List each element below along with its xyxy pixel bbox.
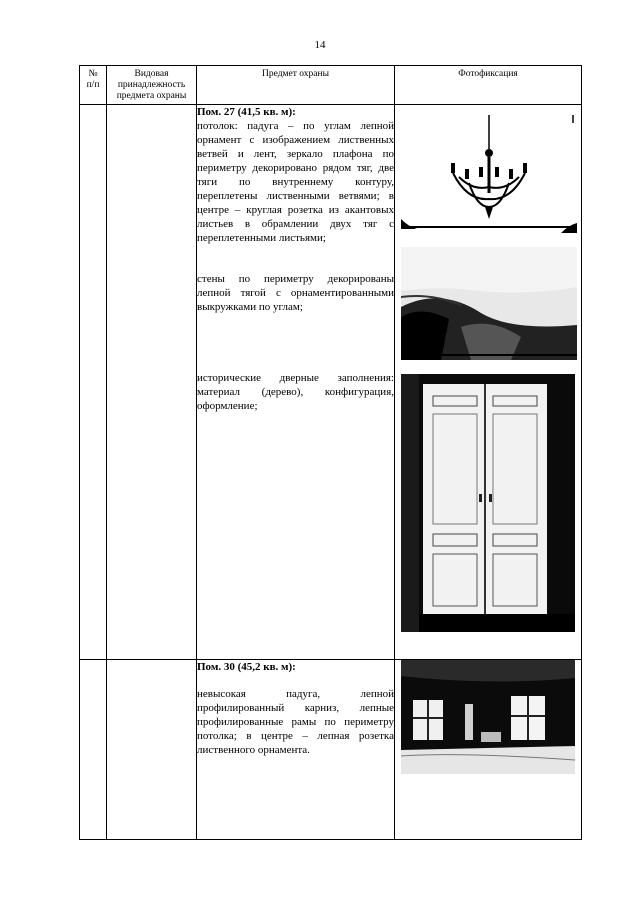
cell-photos [395, 660, 582, 840]
cell-type [107, 660, 197, 840]
historic-doors-photo [401, 374, 575, 632]
chandelier-photo [401, 115, 577, 237]
cell-subject [197, 105, 395, 660]
room-interior-photo [401, 660, 575, 774]
ceiling-detail-photo [401, 247, 577, 360]
walls-description: стены по периметру декорированы лепной тягой с орнаментированными выкружками по углам; [197, 273, 394, 313]
table-header-row [80, 66, 582, 105]
room-title: Пом. 30 (45,2 кв. м): [197, 661, 296, 673]
cell-photos [395, 105, 582, 660]
page-number: 14 [314, 39, 326, 51]
header-subject: Предмет охраны [197, 66, 395, 105]
room-title: Пом. 27 (41,5 кв. м): [197, 106, 296, 118]
cell-number [80, 105, 107, 660]
table-row [80, 660, 582, 840]
header-type: Видовая принадлежность предмета охраны [107, 66, 197, 105]
header-photo: Фотофиксация [395, 66, 582, 105]
cell-type [107, 105, 197, 660]
cell-subject [197, 660, 395, 840]
table-row [80, 105, 582, 660]
heritage-table [79, 65, 582, 840]
ceiling-description: потолок: падуга – по углам лепной орнамент с изображением лиственных ветвей и лент, зеркало плафона по периметру декорировано рядом тяг, две тяги по внутреннему контуру, переплетены лиственными ветвями; в центре – круглая розетка из акантовых листьев в обрамлении двух тяг с переплетенными листьями; [197, 120, 394, 244]
cell-number [80, 660, 107, 840]
doors-description: исторические дверные заполнения: материал (дерево), конфигурация, оформление; [197, 372, 394, 412]
header-number: № п/п [80, 66, 107, 105]
room-description: невысокая падуга, лепной профилированный карниз, лепные профилированные рамы по периметру потолка; в центре – лепная розетка лиственного орнамента. [197, 688, 394, 756]
